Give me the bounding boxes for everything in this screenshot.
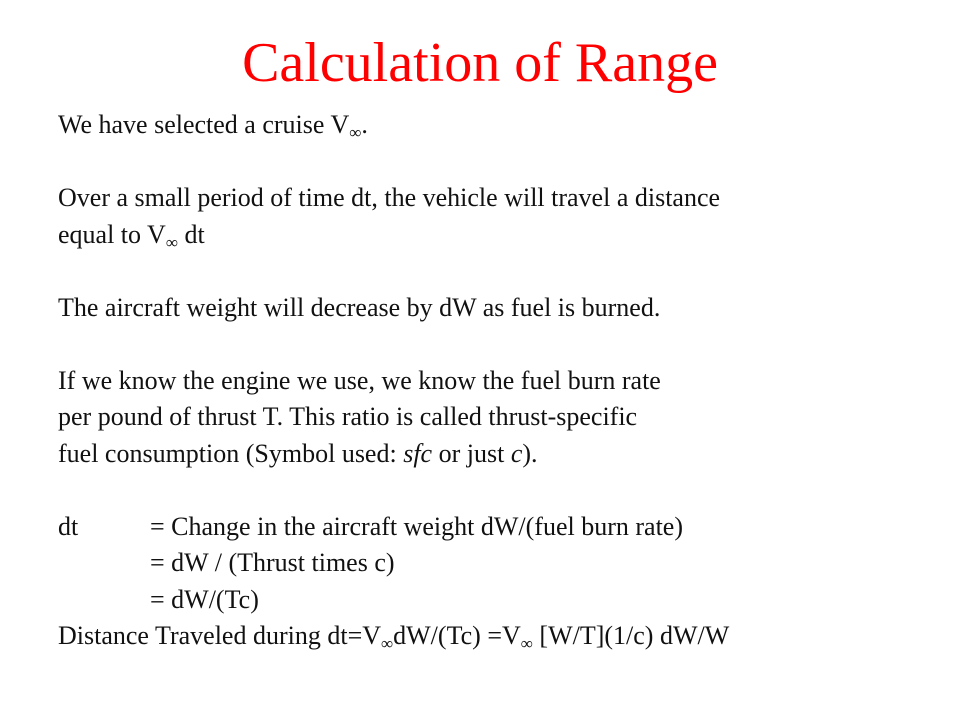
equation-line-3 [58, 582, 938, 619]
spacer [58, 326, 938, 363]
equation-rhs-3: = dW/(Tc) [150, 584, 259, 614]
equation-line-2 [58, 545, 938, 582]
equation-lhs: dt [58, 511, 79, 541]
distance-eq-mid: dW/(Tc) =V [393, 621, 521, 650]
spacer [58, 253, 938, 290]
spacer [58, 472, 938, 509]
infinity-subscript: ∞ [520, 634, 533, 653]
distance-text: equal to V [58, 219, 166, 249]
infinity-subscript: ∞ [349, 123, 362, 142]
cruise-velocity-line [58, 107, 938, 144]
sfc-text: fuel consumption (Symbol used: [58, 438, 404, 468]
distance-line-1: Over a small period of time dt, the vehicle will travel a distance [58, 183, 721, 212]
distance-equation-line [58, 618, 938, 655]
infinity-subscript: ∞ [381, 634, 394, 653]
sfc-text-end: ). [522, 438, 538, 468]
sfc-symbol: sfc [403, 438, 433, 468]
cruise-text-end: . [361, 110, 368, 139]
c-symbol: c [510, 438, 523, 468]
distance-text-end: dt [177, 219, 205, 249]
slide-body [58, 107, 938, 655]
engine-line-3 [58, 436, 938, 473]
equation-rhs-1: = Change in the aircraft weight dW/(fuel burn rate) [150, 511, 683, 541]
equation-line-1 [58, 509, 938, 546]
distance-line-2 [58, 217, 938, 254]
engine-line-1: If we know the engine we use, we know the fuel burn rate [58, 365, 661, 395]
engine-line-2: per pound of thrust T. This ratio is called thrust-specific [58, 402, 638, 431]
distance-eq-text: Distance Traveled during dt=V [58, 621, 382, 650]
sfc-text-mid: or just [432, 438, 511, 468]
slide-title: Calculation of Range [242, 32, 718, 94]
cruise-text: We have selected a cruise V [58, 110, 350, 139]
distance-eq-end: [W/T](1/c) dW/W [532, 621, 730, 650]
weight-decrease-line: The aircraft weight will decrease by dW as fuel is burned. [58, 292, 661, 322]
equation-rhs-2: = dW / (Thrust times c) [150, 548, 395, 577]
spacer [58, 144, 938, 181]
infinity-subscript: ∞ [165, 232, 178, 252]
